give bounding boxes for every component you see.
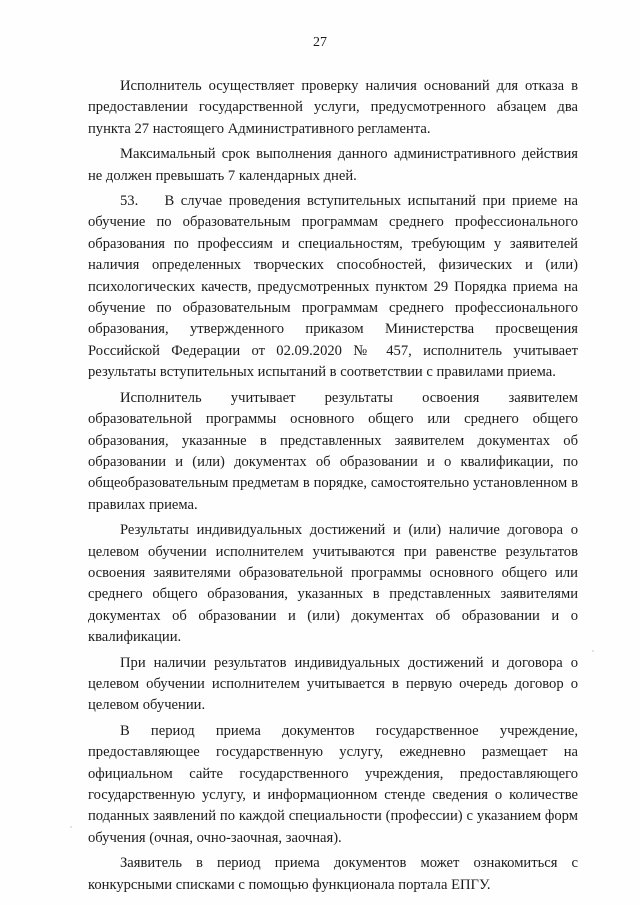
paragraph-application-statistics: В период приема документов государственное учреждение, предоставляющее государственную услугу, ежедневно размещает на официальном сайте государственного учреждения, предоставляющего государственную услугу, и информационном стенде сведения о количестве поданных заявлений по каждой специальности (профессии) с указанием форм обучения (очная, очно-заочная, заочная). — [88, 722, 578, 846]
paragraph-max-duration: Максимальный срок выполнения данного административного действия не должен превышать 7 календарных дней. — [88, 146, 578, 184]
scan-speck — [70, 826, 72, 828]
paragraph-individual-achievements: Результаты индивидуальных достижений и (или) наличие договора о целевом обучении исполнителем учитываются при равенстве результатов освоения заявителями образовательной программы основного общего или среднего общего образования, указанных в представленных заявителями документах об образовании и (или) документах об образовании и о квалификации. — [88, 522, 578, 646]
paragraph-competition-lists: Заявитель в период приема документов может ознакомиться с конкурсными списками с помощью функционала портала ЕПГУ. — [88, 855, 578, 893]
document-body — [88, 76, 578, 896]
paragraph-education-results: Исполнитель учитывает результаты освоения заявителем образовательной программы основного общего или среднего общего образования, указанные в представленных заявителем документах об образовании и (или) документах об образовании и о квалификации, по общеобразовательным предметам в порядке, самостоятельно установленном в правилах приема. — [88, 389, 578, 513]
page-number: 27 — [313, 35, 327, 50]
paragraph-target-training: При наличии результатов индивидуальных достижений и договора о целевом обучении исполнителем учитывается в первую очередь договор о целевом обучении. — [88, 654, 578, 714]
paragraph-refusal-check: Исполнитель осуществляет проверку наличия оснований для отказа в предоставлении государственной услуги, предусмотренного абзацем два пункта 27 настоящего Административного регламента. — [88, 78, 578, 137]
scan-speck — [592, 650, 594, 652]
paragraph-section-53: 53. В случае проведения вступительных испытаний при приеме на обучение по образовательным программам среднего профессионального образования по профессиям и специальностям, требующим у заявителей наличия определенных творческих способностей, физических и (или) психологических качеств, предусмотренных пунктом 29 Порядка приема на обучение по образовательным программам среднего профессионального образования, утвержденного приказом Министерства просвещения Российской Федерации от 02.09.2020 № 457, исполнитель учитывает результаты вступительных испытаний в соответствии с правилами приема. — [88, 193, 578, 381]
